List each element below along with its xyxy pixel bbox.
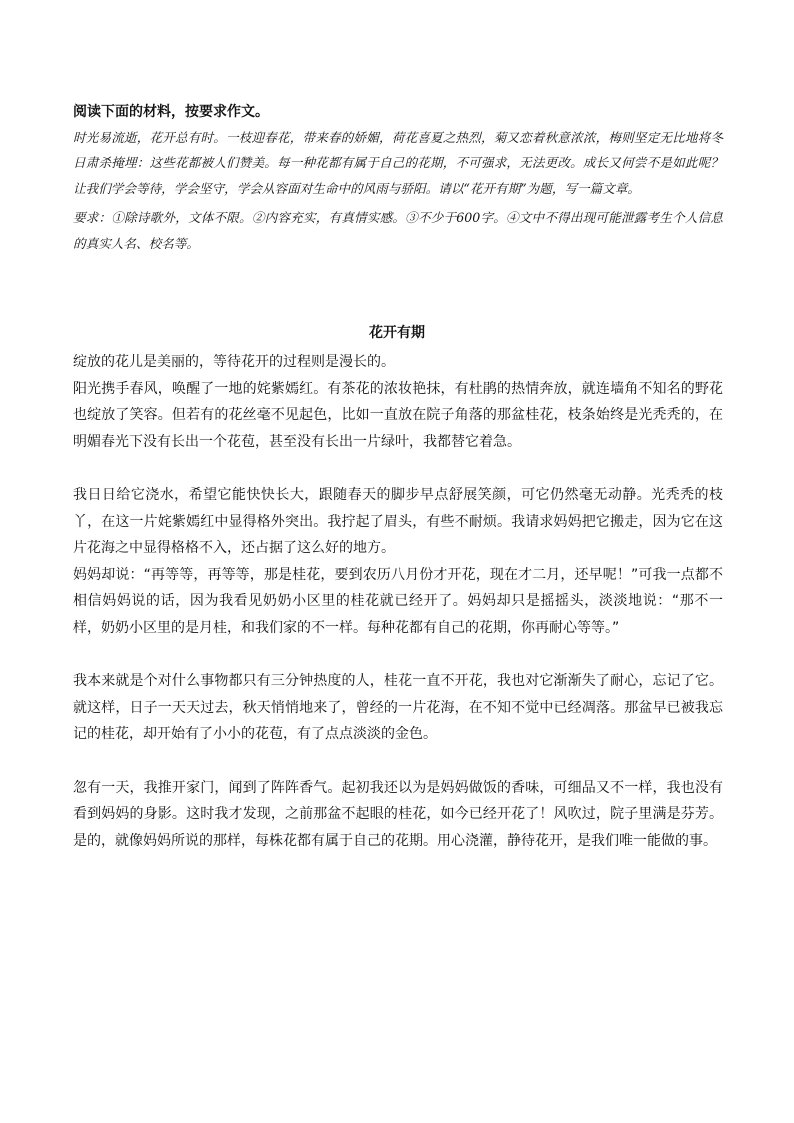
essay-paragraph-5: 我本来就是个对什么事物都只有三分钟热度的人，桂花一直不开花，我也对它渐渐失了耐心，忘记了它。就这样，日子一天天过去，秋天悄悄地来了，曾经的一片花海，在不知不觉中已经凋落。那盆早已被我忘记的桂花，却开始有了小小的花苞，有了点点淡淡的金色。	[73, 673, 723, 742]
paragraph-gap	[73, 641, 723, 668]
writing-prompt	[73, 101, 723, 257]
paragraph-gap	[73, 748, 723, 775]
essay-paragraph-6: 忽有一天，我推开家门，闻到了阵阵香气。起初我还以为是妈妈做饭的香味，可细品又不一样，我也没有看到妈妈的身影。这时我才发现，之前那盆不起眼的桂花，如今已经开花了！风吹过，院子里满是芬芳。是的，就像妈妈所说的那样，每株花都有属于自己的花期。用心浇灌，静待花开，是我们唯一能做的事。	[73, 779, 723, 849]
prompt-requirements: 要求：①除诗歌外，文体不限。②内容充实，有真情实感。③不少于600字。④文中不得出现可能泄露考生个人信息的真实人名、校名等。	[73, 209, 723, 251]
essay-paragraph-4: 妈妈却说：“再等等，再等等，那是桂花，要到农历八月份才开花，现在才二月，还早呢！”可我一点都不相信妈妈说的话，因为我看见奶奶小区里的桂花就已经开了。妈妈却只是摇摇头，淡淡地说：“那不一样，奶奶小区里的是月桂，和我们家的不一样。每种花都有自己的花期，你再耐心等等。”	[73, 566, 723, 636]
prompt-heading: 阅读下面的材料，按要求作文。	[73, 104, 269, 120]
essay-paragraph-2: 阳光携手春风，唤醒了一地的姹紫嫣红。有茶花的浓妆艳抹，有杜鹃的热情奔放，就连墙角不知名的野花也绽放了笑容。但若有的花丝毫不见起色，比如一直放在院子角落的那盆桂花，枝条始终是光秃秃的，在明媚春光下没有长出一个花苞，甚至没有长出一片绿叶，我都替它着急。	[73, 380, 723, 450]
essay-paragraph-1: 绽放的花儿是美丽的，等待花开的过程则是漫长的。	[73, 354, 395, 370]
paragraph-gap	[73, 455, 723, 482]
essay-body	[73, 349, 723, 854]
essay-title: 花开有期	[369, 325, 425, 341]
essay-paragraph-3: 我日日给它浇水，希望它能快快长大，跟随春天的脚步早点舒展笑颜，可它仍然毫无动静。光秃秃的枝丫，在这一片姹紫嫣红中显得格外突出。我拧起了眉头，有些不耐烦。我请求妈妈把它搬走，因为它在这片花海之中显得格格不入，还占据了这么好的地方。	[73, 487, 723, 556]
prompt-material: 时光易流逝，花开总有时。一枝迎春花，带来春的娇媚，荷花喜夏之热烈，菊又恋着秋意浓浓，梅则坚定无比地将冬日肃杀掩埋：这些花都被人们赞美。每一种花都有属于自己的花期，不可强求，无法更改。成长又何尝不是如此呢？让我们学会等待，学会坚守，学会从容面对生命中的风雨与骄阳。请以“花开有期”为题，写一篇文章。	[73, 130, 723, 196]
